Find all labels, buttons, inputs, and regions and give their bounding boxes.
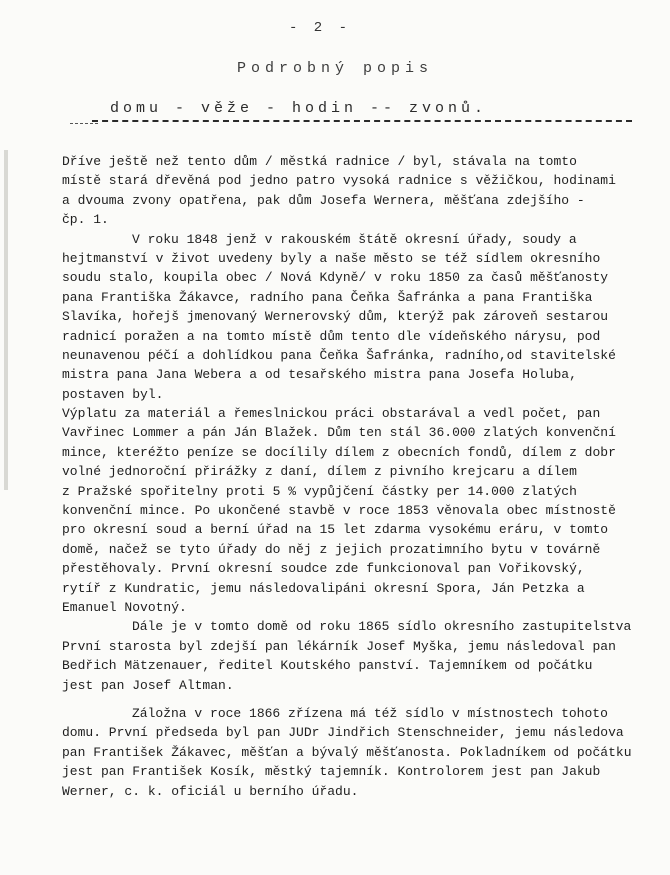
text-line: neunavenou péčí a dohlídkou pana Čeňka Šafránka, radního,od stavitelské (62, 347, 616, 363)
paragraph-history-origin (62, 152, 662, 230)
text-line: hejtmanství v život uvedeny byly a naše město se též sídlem okresního (62, 250, 601, 266)
text-line: radnicí poražen a na tomto místě dům tento dle vídeňského nárysu, pod (62, 328, 601, 344)
paragraph-savings-bank (62, 704, 662, 801)
title-underline-lead (70, 123, 98, 124)
text-line: místě stará dřevěná pod jedno patro vysoká radnice s věžičkou, hodinami (62, 173, 616, 189)
text-line: Bedřich Mätzenauer, ředitel Koutského panství. Tajemníkem od počátku (62, 658, 593, 674)
text-line: Slavíka, hořejš jmenovaný Wernerovský dům, kterýž pak zároveň sestarou (62, 309, 609, 325)
document-subtitle: domu - věže - hodin -- zvonů. (110, 100, 488, 117)
paragraph-gap (62, 695, 662, 704)
text-line: postaven byl. (62, 386, 164, 402)
text-line: pan František Žákavec, měšťan a bývalý měšťanosta. Pokladníkem od počátku (62, 744, 632, 760)
text-line: domě, načež se tyto úřady do něj z jejich prozatimního bytu v továrně (62, 541, 601, 557)
title-underline (92, 120, 632, 122)
text-line: konvenční mince. Po ukončené stavbě v roce 1853 věnovala obec místnostě (62, 503, 616, 519)
text-line: První starosta byl zdejší pan lékárník Josef Myška, jemu následoval pan (62, 638, 616, 654)
paragraph-construction (62, 230, 662, 618)
text-line: Výplatu za materiál a řemeslnickou práci obstarával a vedl počet, pan (62, 406, 601, 422)
text-line: pro okresní soud a berní úřad na 15 let zdarma vysokému eráru, v tomto (62, 522, 609, 538)
text-line: čp. 1. (62, 212, 109, 228)
text-line: soudu stalo, koupila obec / Nová Kdyně/ v roku 1850 za časů měšťanosty (62, 270, 609, 286)
text-line: Záložna v roce 1866 zřízena má též sídlo v místnostech tohoto (132, 705, 608, 721)
scan-margin-shadow (4, 150, 8, 490)
text-line: pana Františka Žákavce, radního pana Čeňka Šafránka a pana Františka (62, 289, 593, 305)
paragraph-district-council (62, 617, 662, 695)
text-line: V roku 1848 jenž v rakouském štátě okresní úřady, soudy a (132, 231, 577, 247)
text-line: a dvouma zvony opatřena, pak dům Josefa Wernera, měšťana zdejšího - (62, 192, 585, 208)
document-body (62, 152, 662, 801)
text-line: volné jednoroční přirážky z daní, dílem z pivního krejcaru a dílem (62, 464, 577, 480)
text-line: Dříve ještě než tento dům / městká radnice / byl, stávala na tomto (62, 154, 577, 169)
text-line: rytíř z Kundratic, jemu následovalipáni okresní Spora, Ján Petzka a (62, 580, 585, 596)
document-title: Podrobný popis (236, 60, 434, 77)
text-line: Dále je v tomto domě od roku 1865 sídlo okresního zastupitelstva (132, 619, 632, 635)
page-number: - 2 - (288, 20, 351, 36)
text-line: přestěhovaly. První okresní soudce zde funkcionoval pan Vořikovský, (62, 561, 585, 577)
text-line: domu. První předseda byl pan JUDr Jindřich Stenschneider, jemu následova (62, 725, 624, 741)
text-line: jest pan František Kosík, městký tajemník. Kontrolorem jest pan Jakub (62, 764, 601, 780)
text-line: jest pan Josef Altman. (62, 677, 234, 693)
text-line: Emanuel Novotný. (62, 599, 187, 615)
text-line: Werner, c. k. oficiál u berního úřadu. (62, 783, 359, 799)
text-line: z Pražské spořitelny proti 5 % vypůjčení částky per 14.000 zlatých (62, 483, 577, 499)
text-line: mistra pana Jana Webera a od tesařského mistra pana Josefa Holuba, (62, 367, 577, 383)
text-line: mince, kteréžto peníze se docílily dílem z obecních fondů, dílem z dobr (62, 444, 616, 460)
text-line: Vavřinec Lommer a pán Ján Blažek. Dům ten stál 36.000 zlatých konvenční (62, 425, 616, 441)
